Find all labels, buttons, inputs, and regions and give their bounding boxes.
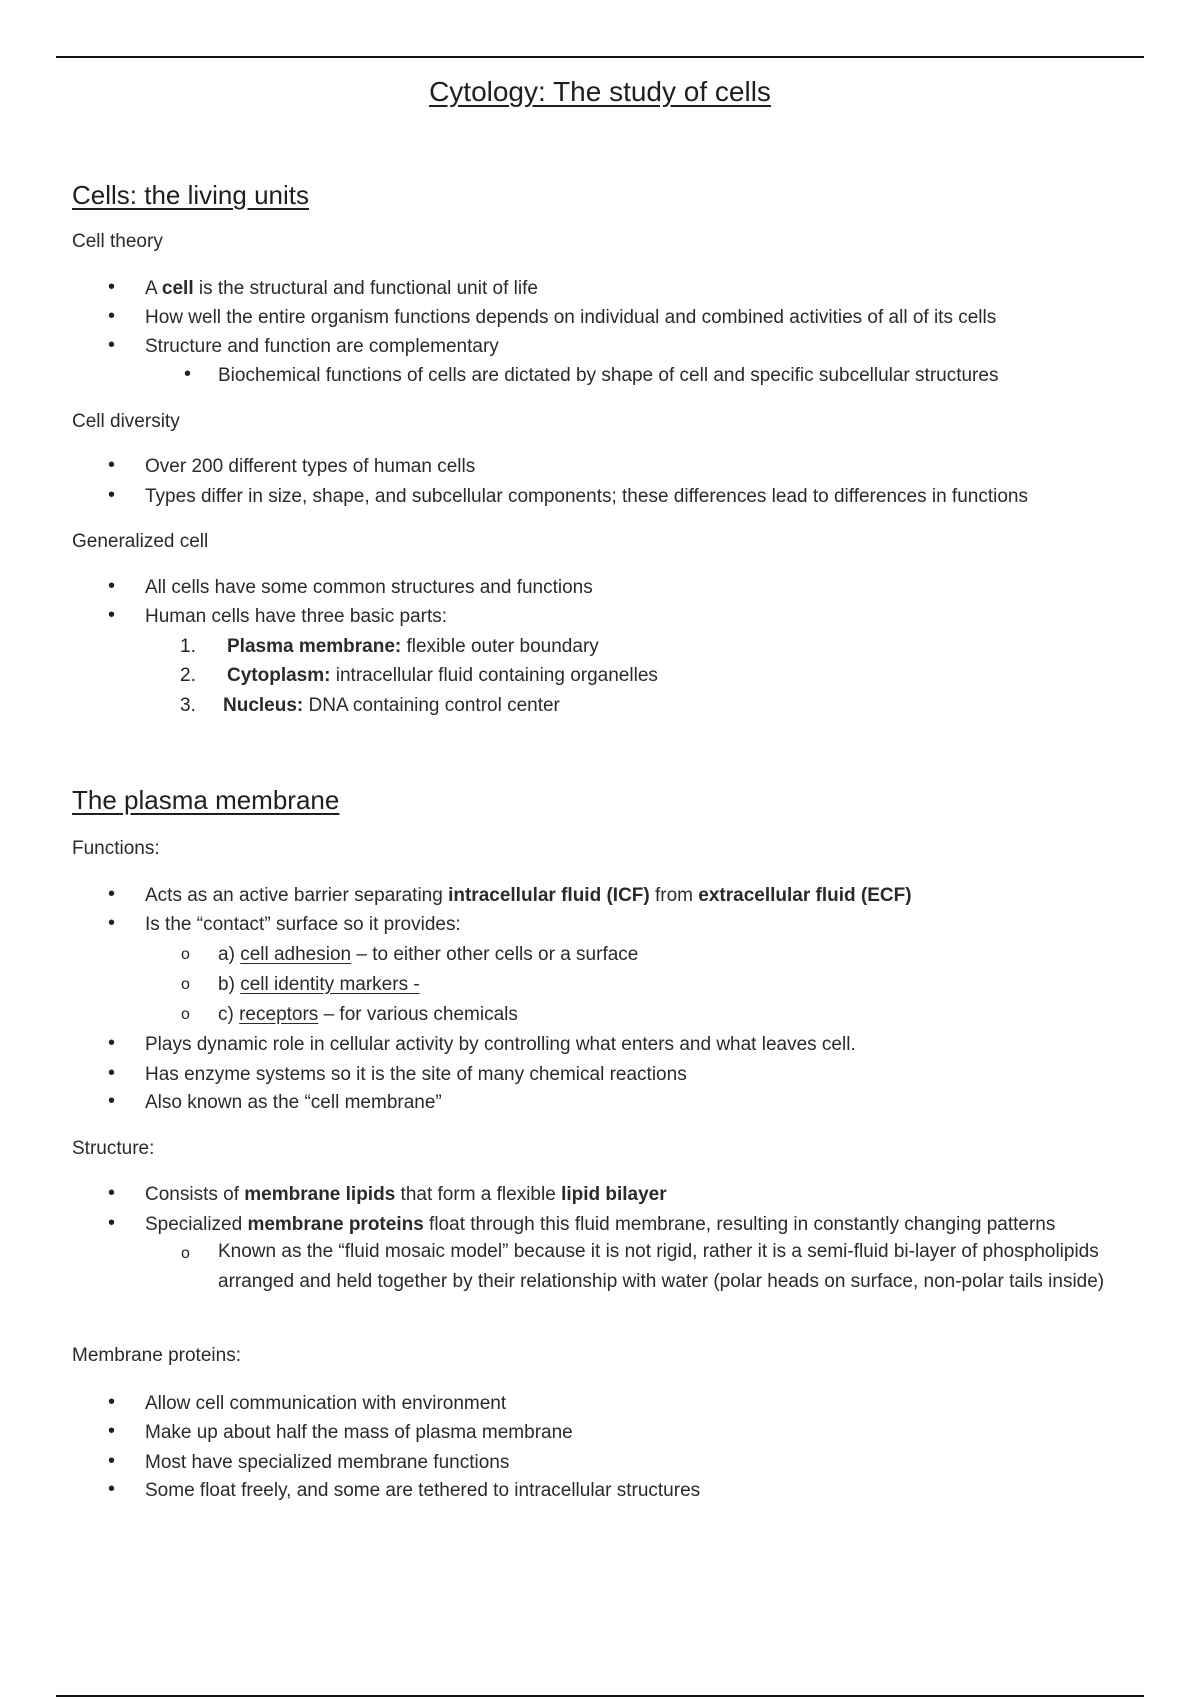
bullet-icon: • [108, 1090, 116, 1112]
list-item: Cytoplasm: intracellular fluid containing organelles [227, 665, 658, 686]
list-item: Types differ in size, shape, and subcellular components; these differences lead to differences in functions [145, 486, 1028, 507]
subheading-cell-theory: Cell theory [72, 231, 163, 252]
list-item: Most have specialized membrane functions [145, 1452, 510, 1473]
bullet-icon: • [108, 604, 116, 626]
circle-bullet-icon: o [181, 1006, 190, 1023]
list-item: How well the entire organism functions depends on individual and combined activities of all of its cells [145, 307, 997, 328]
list-item: Make up about half the mass of plasma membrane [145, 1422, 573, 1443]
subheading-cell-diversity: Cell diversity [72, 411, 180, 432]
list-item: Allow cell communication with environment [145, 1393, 507, 1414]
list-item: Has enzyme systems so it is the site of many chemical reactions [145, 1064, 687, 1085]
bullet-icon: • [108, 334, 116, 356]
section-heading-cells: Cells: the living units [72, 180, 309, 210]
list-number: 1. [180, 636, 196, 657]
list-item: Nucleus: DNA containing control center [223, 695, 560, 716]
list-item: Acts as an active barrier separating intracellular fluid (ICF) from extracellular fluid (ECF) [145, 885, 912, 906]
bullet-icon: • [108, 912, 116, 934]
bottom-rule [56, 1695, 1144, 1697]
list-item: Some float freely, and some are tethered to intracellular structures [145, 1480, 701, 1501]
list-item: Plasma membrane: flexible outer boundary [227, 636, 599, 657]
bullet-icon: • [108, 1032, 116, 1054]
page-title: Cytology: The study of cells [429, 76, 771, 107]
bullet-icon: • [108, 1391, 116, 1413]
list-item: Human cells have three basic parts: [145, 606, 448, 627]
bullet-icon: • [108, 1420, 116, 1442]
bullet-icon: • [108, 1182, 116, 1204]
subheading-generalized-cell: Generalized cell [72, 531, 209, 552]
list-item: Also known as the “cell membrane” [145, 1092, 442, 1113]
bullet-icon: • [108, 883, 116, 905]
list-item: c) receptors – for various chemicals [218, 1004, 518, 1025]
subheading-membrane-proteins: Membrane proteins: [72, 1345, 241, 1366]
bullet-icon: • [108, 1478, 116, 1500]
top-rule [56, 56, 1144, 58]
list-item: b) cell identity markers - [218, 974, 420, 995]
bullet-icon: • [108, 305, 116, 327]
bullet-icon: • [108, 454, 116, 476]
list-item: A cell is the structural and functional unit of life [145, 278, 538, 299]
list-item: Consists of membrane lipids that form a flexible lipid bilayer [145, 1184, 667, 1205]
bullet-icon: • [108, 1450, 116, 1472]
list-item: Specialized membrane proteins float through this fluid membrane, resulting in constantly changing patterns [145, 1214, 1056, 1235]
bullet-icon: • [108, 1062, 116, 1084]
list-item: Structure and function are complementary [145, 336, 499, 357]
list-item: Known as the “fluid mosaic model” because it is not rigid, rather it is a semi-fluid bi-layer of phospholipids arranged and held together by their relationship with water (polar heads on surface, non-polar tails inside) [218, 1241, 1105, 1292]
circle-bullet-icon: o [181, 1245, 190, 1262]
section-heading-plasma-membrane: The plasma membrane [72, 785, 340, 815]
list-item: Is the “contact” surface so it provides: [145, 914, 461, 935]
bullet-icon: • [108, 484, 116, 506]
list-number: 3. [180, 695, 196, 716]
bullet-icon: • [108, 575, 116, 597]
subheading-structure: Structure: [72, 1138, 155, 1159]
subheading-functions: Functions: [72, 838, 160, 859]
circle-bullet-icon: o [181, 976, 190, 993]
list-item: Biochemical functions of cells are dictated by shape of cell and specific subcellular structures [218, 365, 999, 386]
list-item: Plays dynamic role in cellular activity by controlling what enters and what leaves cell. [145, 1034, 856, 1055]
bullet-icon: • [108, 1212, 116, 1234]
circle-bullet-icon: o [181, 946, 190, 963]
list-item: Over 200 different types of human cells [145, 456, 476, 477]
bullet-icon: • [108, 276, 116, 298]
list-item: a) cell adhesion – to either other cells or a surface [218, 944, 639, 965]
list-number: 2. [180, 665, 196, 686]
list-item: All cells have some common structures and functions [145, 577, 593, 598]
bullet-icon: • [184, 363, 192, 385]
